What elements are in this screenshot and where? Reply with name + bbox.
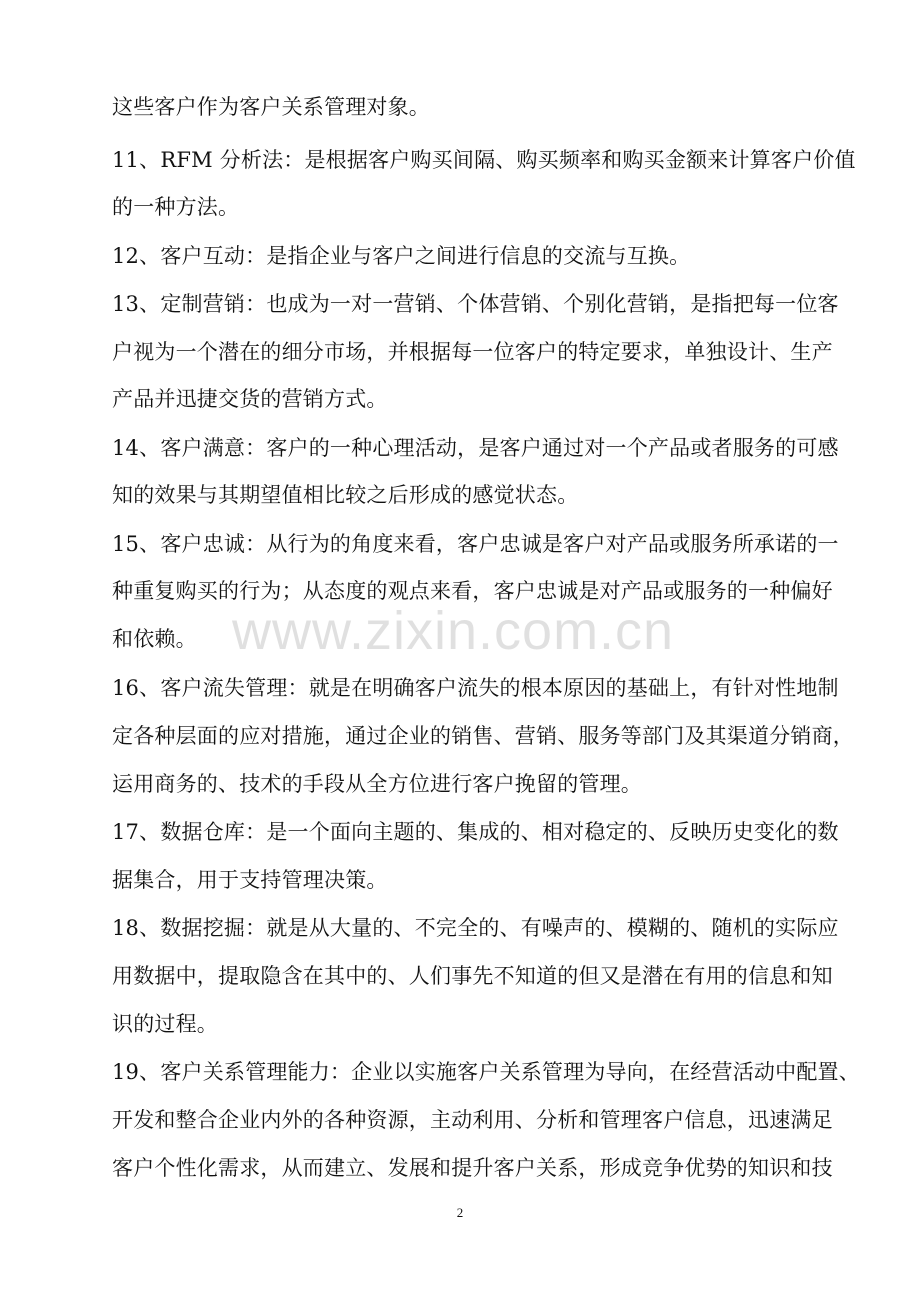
text-line: 户视为一个潜在的细分市场，并根据每一位客户的特定要求，单独设计、生产: [112, 340, 833, 364]
text-line: 17、数据仓库：是一个面向主题的、集成的、相对稳定的、反映历史变化的数: [112, 820, 839, 844]
text-line: 开发和整合企业内外的各种资源，主动利用、分析和管理客户信息，迅速满足: [112, 1108, 833, 1132]
watermark: www.zixin.com.cn: [232, 601, 675, 661]
text-line: 识的过程。: [112, 1012, 218, 1036]
text-line: 14、客户满意：客户的一种心理活动，是客户通过对一个产品或者服务的可感: [112, 436, 839, 460]
text-line: 用数据中，提取隐含在其中的、人们事先不知道的但又是潜在有用的信息和知: [112, 964, 833, 988]
text-line: 客户个性化需求，从而建立、发展和提升客户关系，形成竞争优势的知识和技: [112, 1156, 833, 1180]
text-line: 12、客户互动：是指企业与客户之间进行信息的交流与互换。: [112, 244, 691, 268]
text-line: 种重复购买的行为；从态度的观点来看，客户忠诚是对产品或服务的一种偏好: [112, 579, 833, 603]
text-line: 13、定制营销：也成为一对一营销、个体营销、个别化营销，是指把每一位客: [112, 292, 839, 316]
text-line: 知的效果与其期望值相比较之后形成的感觉状态。: [112, 483, 579, 507]
text-line: 18、数据挖掘：就是从大量的、不完全的、有噪声的、模糊的、随机的实际应: [112, 916, 839, 940]
text-line: 定各种层面的应对措施，通过企业的销售、营销、服务等部门及其渠道分销商，: [112, 724, 854, 748]
page-number: 2: [456, 1205, 464, 1220]
text-line: 19、客户关系管理能力：企业以实施客户关系管理为导向，在经营活动中配置、: [112, 1060, 860, 1084]
text-line: 产品并迅捷交货的营销方式。: [112, 387, 388, 411]
text-line: 这些客户作为客户关系管理对象。: [112, 95, 430, 119]
text-line: 运用商务的、技术的手段从全方位进行客户挽留的管理。: [112, 772, 642, 796]
text-line: 16、客户流失管理：就是在明确客户流失的根本原因的基础上，有针对性地制: [112, 676, 839, 700]
text-line: 15、客户忠诚：从行为的角度来看，客户忠诚是客户对产品或服务所承诺的一: [112, 532, 839, 556]
text-line: 据集合，用于支持管理决策。: [112, 868, 388, 892]
text-line: 11、RFM 分析法：是根据客户购买间隔、购买频率和购买金额来计算客户价值: [112, 148, 856, 172]
text-line: 和依赖。: [112, 627, 197, 651]
text-line: 的一种方法。: [112, 195, 240, 219]
